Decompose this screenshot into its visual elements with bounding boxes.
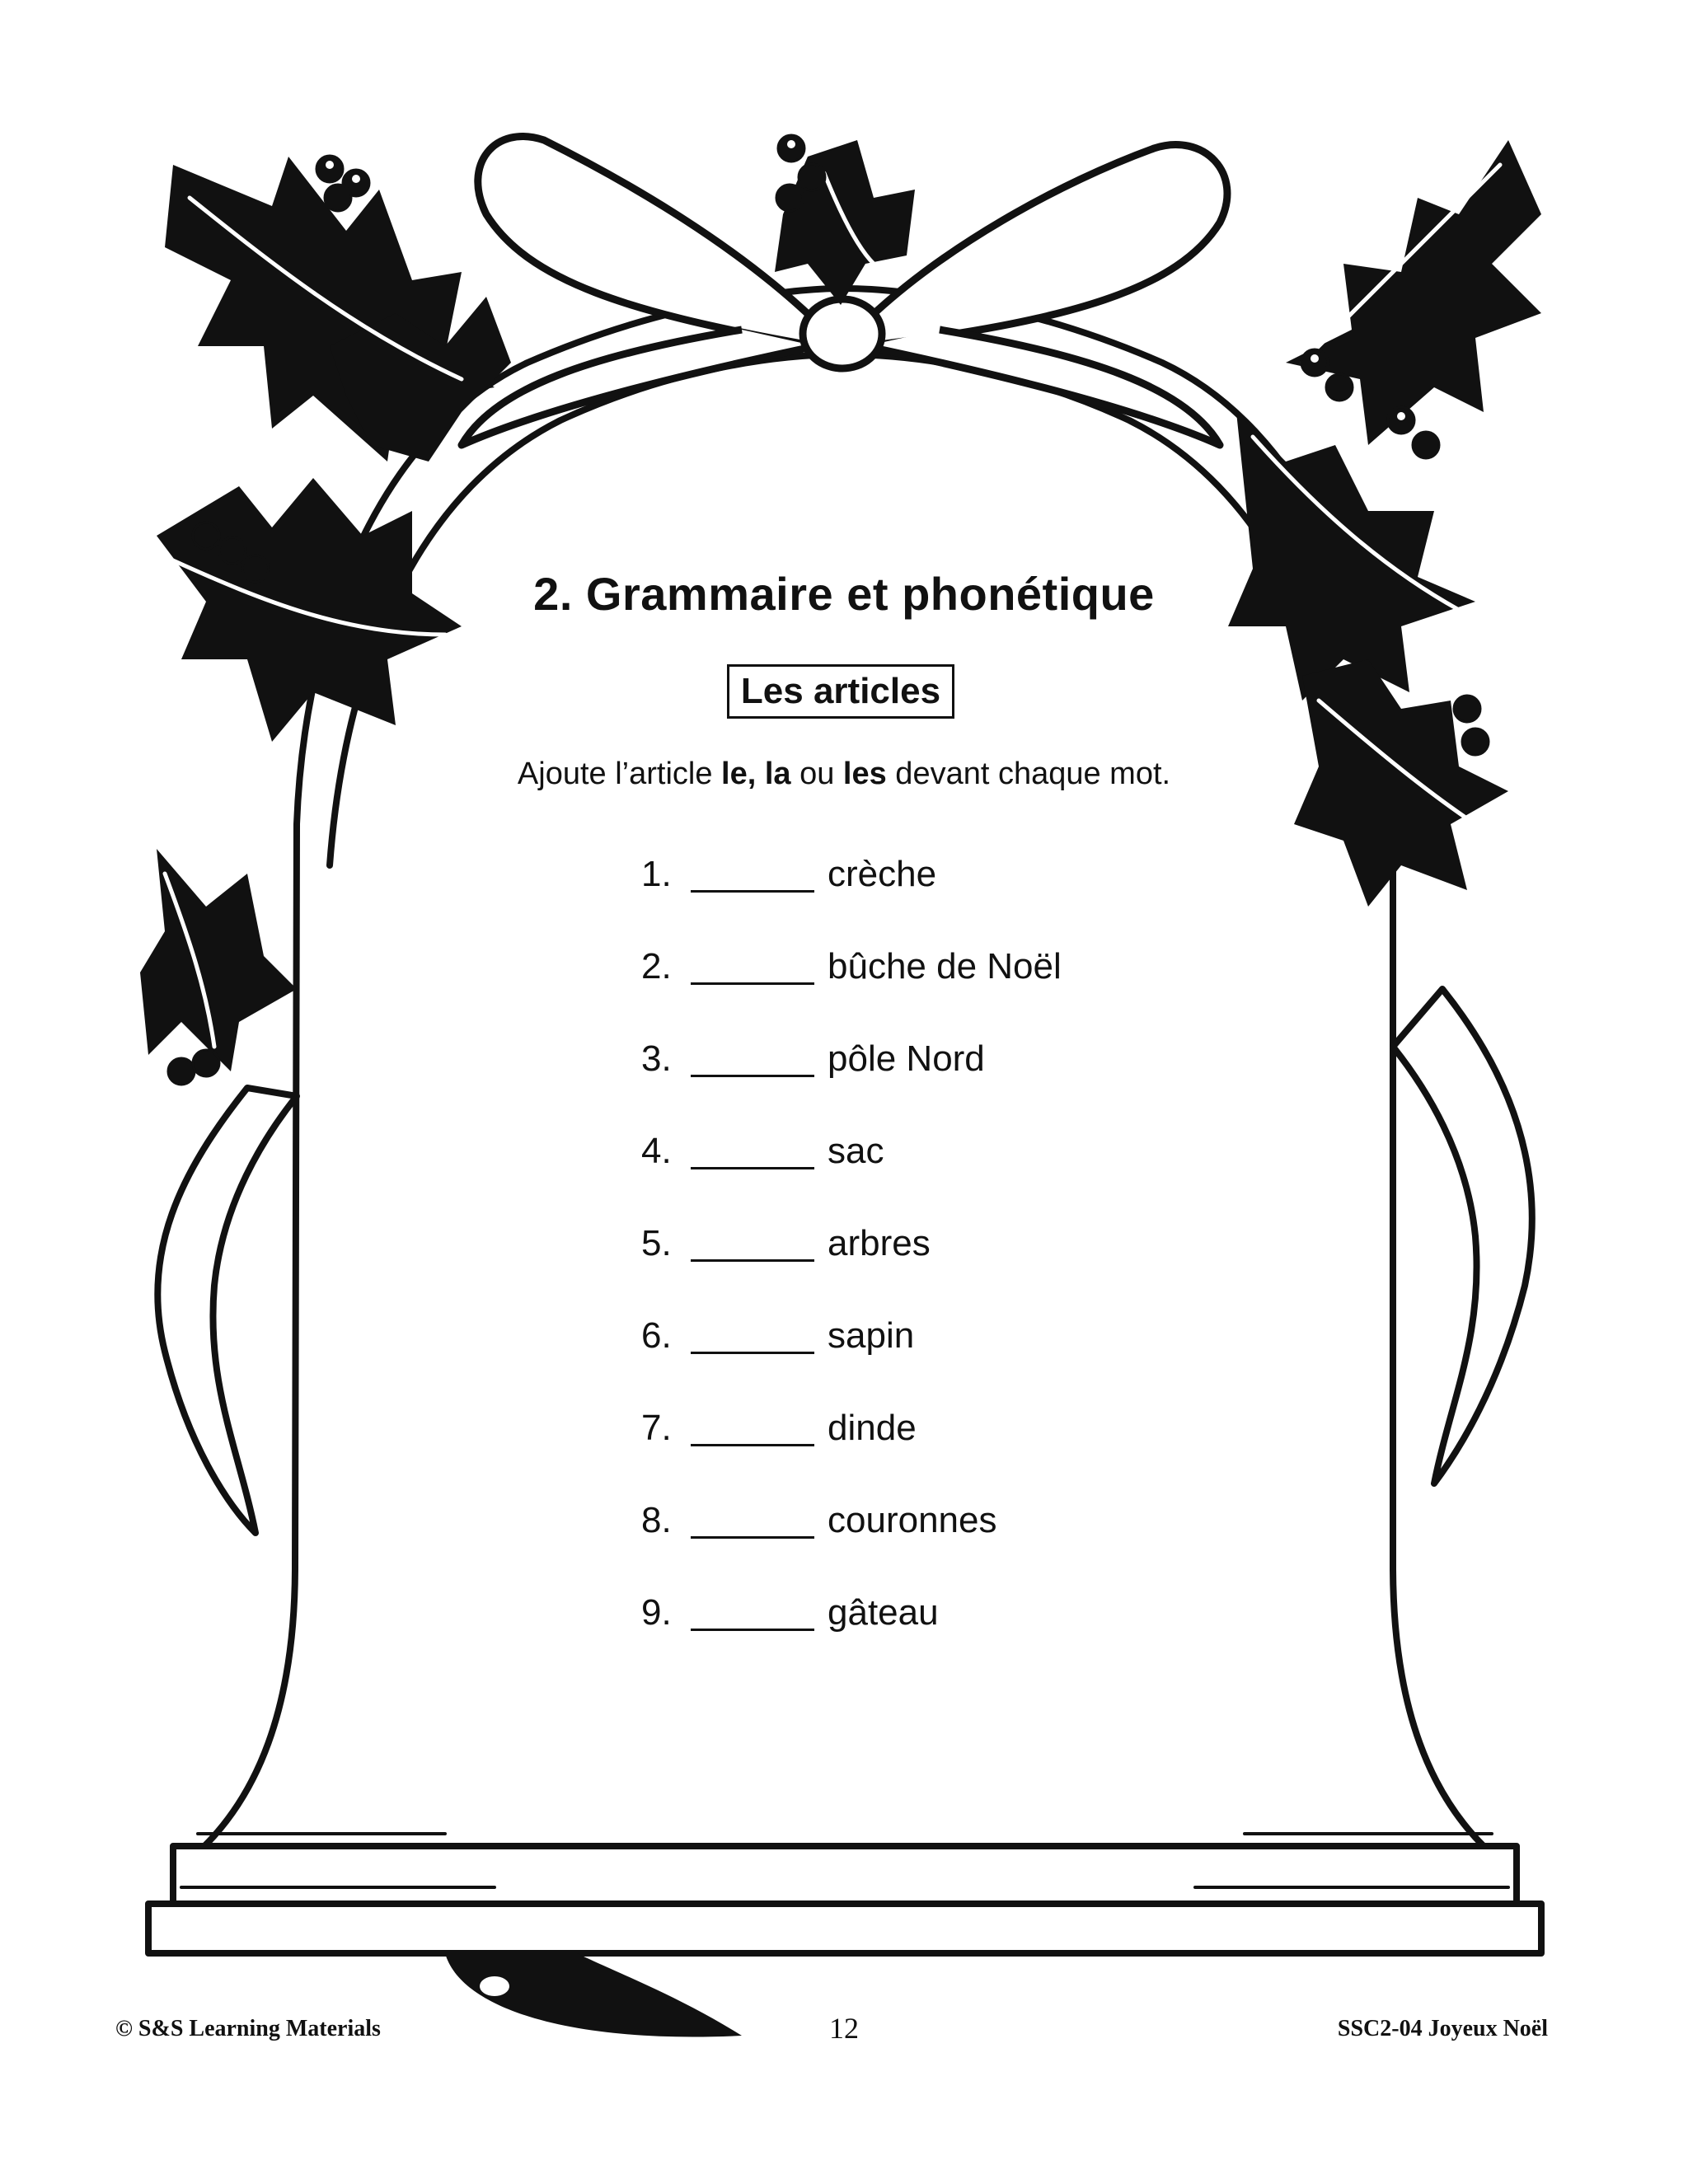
bow-left-tail bbox=[462, 330, 816, 445]
item-word: gâteau bbox=[828, 1592, 939, 1633]
page-title: 2. Grammaire et phonétique bbox=[533, 568, 1155, 620]
list-item bbox=[0, 1485, 1688, 1577]
list-item bbox=[0, 1577, 1688, 1670]
item-word: couronnes bbox=[828, 1500, 997, 1540]
instruction-emphasis: les bbox=[842, 757, 887, 791]
instruction-part: Ajoute l’article bbox=[517, 757, 722, 791]
list-item bbox=[0, 1116, 1688, 1208]
item-number: 7. bbox=[641, 1408, 672, 1448]
answer-blank[interactable] bbox=[691, 1629, 814, 1631]
holly-right-2 bbox=[1228, 412, 1475, 701]
bow-right-loop bbox=[857, 145, 1227, 346]
item-number: 2. bbox=[641, 946, 672, 987]
item-word: pôle Nord bbox=[828, 1038, 985, 1079]
answer-blank[interactable] bbox=[691, 1167, 814, 1169]
page-number: 12 bbox=[829, 2012, 859, 2045]
answer-blank[interactable] bbox=[691, 1259, 814, 1262]
instruction-part: devant chaque mot. bbox=[886, 757, 1171, 791]
item-number: 6. bbox=[641, 1315, 672, 1356]
instruction-part: ou bbox=[790, 757, 843, 791]
item-word: crèche bbox=[828, 854, 937, 894]
instruction-text bbox=[0, 757, 1688, 792]
footer-copyright: © S&S Learning Materials bbox=[115, 2016, 381, 2041]
item-number: 4. bbox=[641, 1131, 672, 1171]
item-word: sac bbox=[828, 1131, 884, 1171]
item-number: 9. bbox=[641, 1592, 672, 1633]
section-heading: Les articles bbox=[727, 664, 954, 719]
footer-book-code: SSC2-04 Joyeux Noël bbox=[1337, 2016, 1548, 2041]
answer-blank[interactable] bbox=[691, 1444, 814, 1446]
item-word: dinde bbox=[828, 1408, 917, 1448]
list-item bbox=[0, 931, 1688, 1024]
item-word: sapin bbox=[828, 1315, 915, 1356]
item-number: 8. bbox=[641, 1500, 672, 1540]
answer-blank[interactable] bbox=[691, 982, 814, 985]
list-item bbox=[0, 1024, 1688, 1116]
bow-right-tail bbox=[865, 330, 1220, 445]
answer-blank[interactable] bbox=[691, 1075, 814, 1077]
instruction-emphasis: le, la bbox=[721, 757, 791, 791]
item-number: 1. bbox=[641, 854, 672, 894]
bell-lip bbox=[173, 1846, 1517, 1904]
answer-blank[interactable] bbox=[691, 890, 814, 893]
list-item bbox=[0, 1301, 1688, 1393]
item-word: arbres bbox=[828, 1223, 931, 1263]
item-word: bûche de Noël bbox=[828, 946, 1062, 987]
bow-left-loop bbox=[478, 137, 824, 346]
answer-blank[interactable] bbox=[691, 1536, 814, 1539]
item-number: 5. bbox=[641, 1223, 672, 1263]
exercise-list bbox=[0, 839, 1688, 1670]
list-item bbox=[0, 1208, 1688, 1301]
bell-rim bbox=[148, 1904, 1541, 1953]
list-item bbox=[0, 839, 1688, 931]
list-item bbox=[0, 1393, 1688, 1485]
item-number: 3. bbox=[641, 1038, 672, 1079]
holly-right-1 bbox=[1286, 140, 1541, 445]
bow-knot bbox=[803, 299, 882, 368]
answer-blank[interactable] bbox=[691, 1352, 814, 1354]
